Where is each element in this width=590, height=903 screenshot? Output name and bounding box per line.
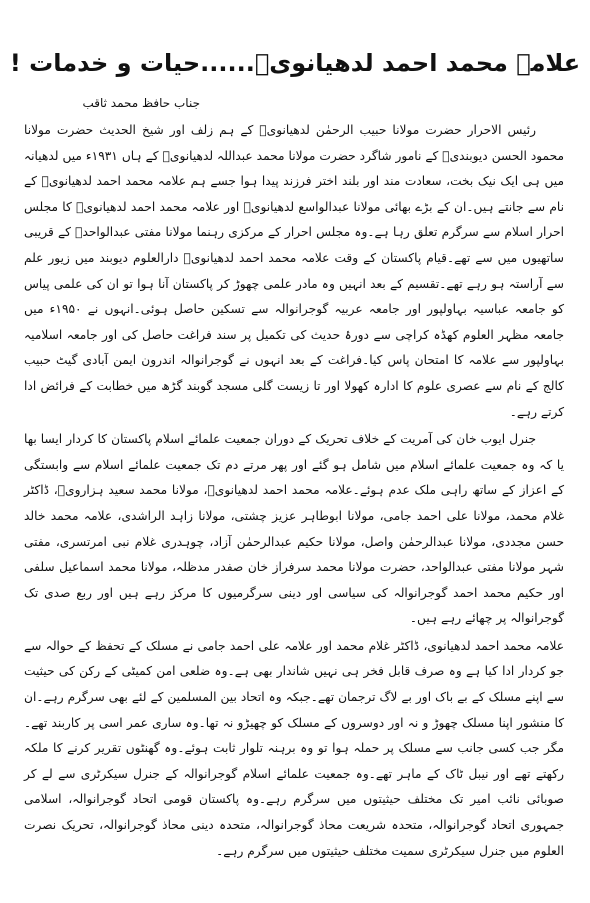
paragraph-2: جنرل ایوب خان کی آمریت کے خلاف تحریک کے دوران جمعیت علمائے اسلام پاکستان کا کردار ایسا بھا یا کہ وہ جمعیت علمائے اسلام میں شامل ہو گئے اور پھر مرتے دم تک جمعیت علمائے اسلام سے وابستگی کے اعزاز کے ساتھ راہی ملک عدم ہوئے۔علامہ محمد احمد لدھیانویؒ، مولانا محمد سعید ہزارویؒ، ڈاکٹر غلام محمد، مولانا علی احمد جامی، مولانا ابوطاہر عزیز چشتی، مولانا زاہد الراشدی، علامہ محمد خالد حسن مجددی، مولانا عبدالرحمٰن واصل، مولانا حکیم عبدالرحمٰن آزاد، چوہدری غلام نبی امرتسری، مفتی شہر مولانا مفتی عبدالواحد، حضرت مولانا محمد سرفراز خان صفدر مدظلہ، مولانا محمد اسماعیل سلفی اور حکیم محمد احمد گوجرانوالہ کی سیاسی اور دینی سرگرمیوں کا مرکز رہے ہیں اور ربع صدی تک گوجرانوالہ پر چھائے رہے ہیں۔ <box>24 432 564 626</box>
paragraph-1: رئیس الاحرار حضرت مولانا حبیب الرحمٰن لدھیانویؒ کے ہم زلف اور شیخ الحدیث حضرت مولانا محمود الحسن دیوبندیؒ کے نامور شاگرد حضرت مولانا محمد عبداللہ لدھیانویؒ کے ہاں ۱۹۳۱ء میں لدھیانہ میں ہی ایک نیک بخت، سعادت مند اور بلند اختر فرزند پیدا ہوا جسے ہم علامہ محمد احمد لدھیانویؒ کے نام سے جانتے ہیں۔ان کے بڑے بھائی مولانا عبدالواسع لدھیانویؒ اور علامہ محمد احمد لدھیانویؒ کا مجلس احرار اسلام سے سرگرم تعلق رہا ہے۔وہ مجلس احرار کے مرکزی رہنما مولانا مفتی عبدالواحدؒ کے قریبی ساتھیوں میں سے تھے۔قیام پاکستان کے وقت علامہ محمد احمد لدھیانویؒ دارالعلوم دیوبند میں زیور علم سے آراستہ ہو رہے تھے۔تقسیم کے بعد انہیں وہ مادر علمی چھوڑ کر پاکستان آنا ہوا تو ان کی علمی پیاس کو جامعہ عباسیہ بہاولپور اور جامعہ عربیہ گوجرانوالہ سے تسکین حاصل ہوئی۔انہوں نے ۱۹۵۰ء میں جامعہ مظہر العلوم کھڈہ کراچی سے دورۂ حدیث کی تکمیل پر سند فراغت حاصل کی اور جامعہ اسلامیہ بہاولپور سے علامہ کا امتحان پاس کیا۔فراغت کے بعد انہوں نے گوجرانوالہ اندرون ایمن آبادی گیٹ حبیب کالج کے نام سے عصری علوم کا ادارہ کھولا اور تا زیست گلی مسجد گوبند گڑھ میں خطابت کے فرائض ادا کرتے رہے۔ <box>24 123 564 419</box>
article-body <box>24 118 564 866</box>
author-byline: جناب حافظ محمد ثاقب <box>82 96 200 110</box>
article-title: علامہ محمد احمد لدھیانویؒ......حیات و خدمات ! <box>9 49 581 77</box>
paragraph-3: علامہ محمد احمد لدھیانوی، ڈاکٹر غلام محمد اور علامہ علی احمد جامی نے مسلک کے تحفظ کے حوالہ سے جو کردار ادا کیا ہے وہ صرف قابل فخر ہی نہیں شاندار بھی ہے۔وہ ضلعی امن کمیٹی کے رکن کی حیثیت سے اپنے مسلک کے بے باک اور بے لاگ ترجمان تھے۔جبکہ وہ اتحاد بین المسلمین کے لئے بھی سرگرم رہے۔ان کا منشور اپنا مسلک چھوڑ و نہ اور دوسروں کے مسلک کو چھیڑو نہ تھا۔وہ ساری عمر اسی پر کاربند تھے۔مگر جب کسی جانب سے مسلک پر حملہ ہوا تو وہ برہنہ تلوار ثابت ہوئے۔وہ گھنٹوں تقریر کرنے کا ملکہ رکھتے تھے اور نیبل ٹاک کے ماہر تھے۔وہ جمعیت علمائے اسلام گوجرانوالہ کے جنرل سیکرٹری سے لے کر صوبائی نائب امیر تک مختلف حیثیتوں میں سرگرم رہے۔وہ پاکستان قومی اتحاد گوجرانوالہ، اسلامی جمہوری اتحاد گوجرانوالہ، متحدہ شریعت محاذ گوجرانوالہ، متحدہ دینی محاذ گوجرانوالہ، تحریک نصرت العلوم میں جنرل سیکرٹری سمیت مختلف حیثیتوں میں سرگرم رہے۔ <box>24 638 564 858</box>
